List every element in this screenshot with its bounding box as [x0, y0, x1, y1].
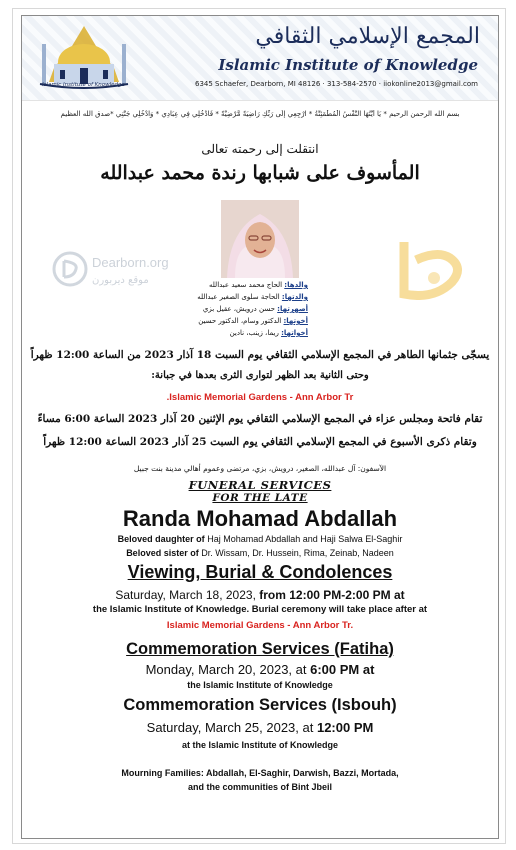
arabic-cemetery: Islamic Memorial Gardens - Ann Arbor Tr.: [166, 392, 354, 403]
relative-value: الحاجة سلوى الصغير عبدالله: [197, 293, 280, 301]
relative-key: والدها:: [284, 281, 308, 289]
fatiha-place: the Islamic Institute of Knowledge: [187, 680, 333, 690]
arabic-deceased-name: المأسوف على شبابها رندة محمد عبدالله: [100, 162, 420, 184]
b-logo-watermark: [394, 238, 472, 300]
isbouh-heading: Commemoration Services (Isbouh): [123, 696, 397, 714]
mourning-families-line-2: and the communities of Bint Jbeil: [187, 782, 332, 792]
english-cemetery: Islamic Memorial Gardens - Ann Arbor Tr.: [166, 620, 354, 631]
arabic-intro: انتقلت إلى رحمته تعالى: [201, 142, 319, 156]
relative-value: حسن درويش، عقيل بزي: [202, 305, 275, 313]
daughter-label: Beloved daughter of: [117, 534, 205, 544]
daughter-value: Haj Mohamad Abdallah and Haji Salwa El-Saghir: [207, 534, 403, 544]
obituary-flyer: [12, 8, 506, 844]
beloved-daughter-line: [22, 534, 498, 544]
relative-value: ريما، زينب، نادين: [229, 329, 279, 337]
arabic-burial-line-1: يسجّى جثمانها الطاهر في المجمع الإسلامي الثقافي يوم السبت 18 آذار 2023 من الساعة 12:00 ظهراً: [30, 349, 490, 361]
relative-row: [230, 329, 308, 337]
relative-value: الحاج محمد سعيد عبدالله: [208, 281, 283, 289]
arabic-isbouh-line: وتقام ذكرى الأسبوع في المجمع الإسلامي الثقافي يوم السبت 25 آذار 2023 الساعة 12:00 ظهراً: [43, 436, 477, 448]
deceased-name-english: Randa Mohamad Abdallah: [122, 506, 398, 531]
fatiha-heading: Commemoration Services (Fatiha): [126, 640, 394, 658]
institute-arabic-title: المجمع الإسلامي الثقافي: [255, 24, 480, 49]
portrait-icon: [221, 200, 299, 278]
relative-row: [209, 281, 308, 289]
relative-value: الدكتور وسام، الدكتور حسين: [198, 317, 282, 325]
relative-key: أخواتها:: [281, 329, 308, 337]
deceased-photo: [221, 200, 299, 278]
beloved-sister-line: [22, 548, 498, 558]
viewing-date-line: [22, 588, 498, 602]
sister-label: Beloved sister of: [126, 548, 199, 558]
institute-address: 6345 Schaefer, Dearborn, MI 48126 · 313-584-2570 · iiokonline2013@gmail.com: [195, 80, 478, 88]
relative-row: [203, 305, 308, 313]
arabic-burial-line-2: وحتى الثانية بعد الظهر لتوارى الثرى بعدها في جبانة:: [151, 370, 369, 381]
relative-key: أصهرتها:: [277, 305, 308, 313]
arabic-fatiha-line: تقام فاتحة ومجلس عزاء في المجمع الإسلامي الثقافي يوم الإثنين 20 آذار 2023 الساعة 6:00 مساءً: [37, 413, 483, 425]
watermark-arabic: موقع ديربورن: [92, 275, 149, 286]
mourning-families-line-1: Mourning Families: Abdallah, El-Saghir, Darwish, Bazzi, Mortada,: [121, 768, 399, 778]
arabic-mourners: الآسفون: آل عبدالله، الصغير، درويش، بزي، مرتضى وعموم أهالي مدينة بنت جبيل: [133, 464, 387, 473]
fatiha-date: Monday, March 20, 2023, at: [145, 662, 311, 677]
relative-row: [198, 317, 308, 325]
fatiha-date-line: [22, 662, 498, 677]
for-the-late-heading: FOR THE LATE: [212, 492, 308, 504]
institute-english-title: Islamic Institute of Knowledge: [218, 56, 478, 74]
relative-row: [197, 293, 308, 301]
fatiha-time: 6:00 PM at: [310, 662, 375, 677]
relative-key: والدتها:: [281, 293, 308, 301]
isbouh-date-line: [22, 720, 498, 735]
dearborn-watermark: [52, 249, 212, 289]
isbouh-date: Saturday, March 25, 2023, at: [146, 720, 317, 735]
viewing-heading: Viewing, Burial & Condolences: [127, 562, 393, 582]
funeral-services-heading: FUNERAL SERVICES: [188, 478, 332, 492]
logo-caption: Islamic Institute of Knowledge: [42, 82, 125, 88]
viewing-date: Saturday, March 18, 2023,: [115, 588, 260, 602]
quran-verse: بسم الله الرحمن الرحيم * يَا أَيَّتُهَا النَّفْسُ الْمُطْمَئِنَّةُ * ارْجِعِي إِلَى رَبِّكِ رَاضِيَةً مَّرْضِيَّةً * فَادْخُلِي فِي عِبَادِي * وَادْخُلِي جَنَّتِي *صدق الله العظيم: [60, 110, 460, 118]
flyer-border: [21, 15, 499, 839]
relative-key: أخوتها:: [283, 317, 308, 325]
sister-value: Dr. Wissam, Dr. Hussein, Rima, Zeinab, Nadeen: [201, 548, 394, 558]
isbouh-place: at the Islamic Institute of Knowledge: [181, 740, 339, 750]
header-banner: [22, 16, 498, 101]
viewing-place-line: the Islamic Institute of Knowledge. Burial ceremony will take place after at: [92, 604, 428, 615]
isbouh-time: 12:00 PM: [316, 720, 374, 735]
watermark-text: Dearborn.org: [92, 255, 169, 270]
viewing-time: from 12:00 PM-2:00 PM at: [259, 588, 405, 602]
